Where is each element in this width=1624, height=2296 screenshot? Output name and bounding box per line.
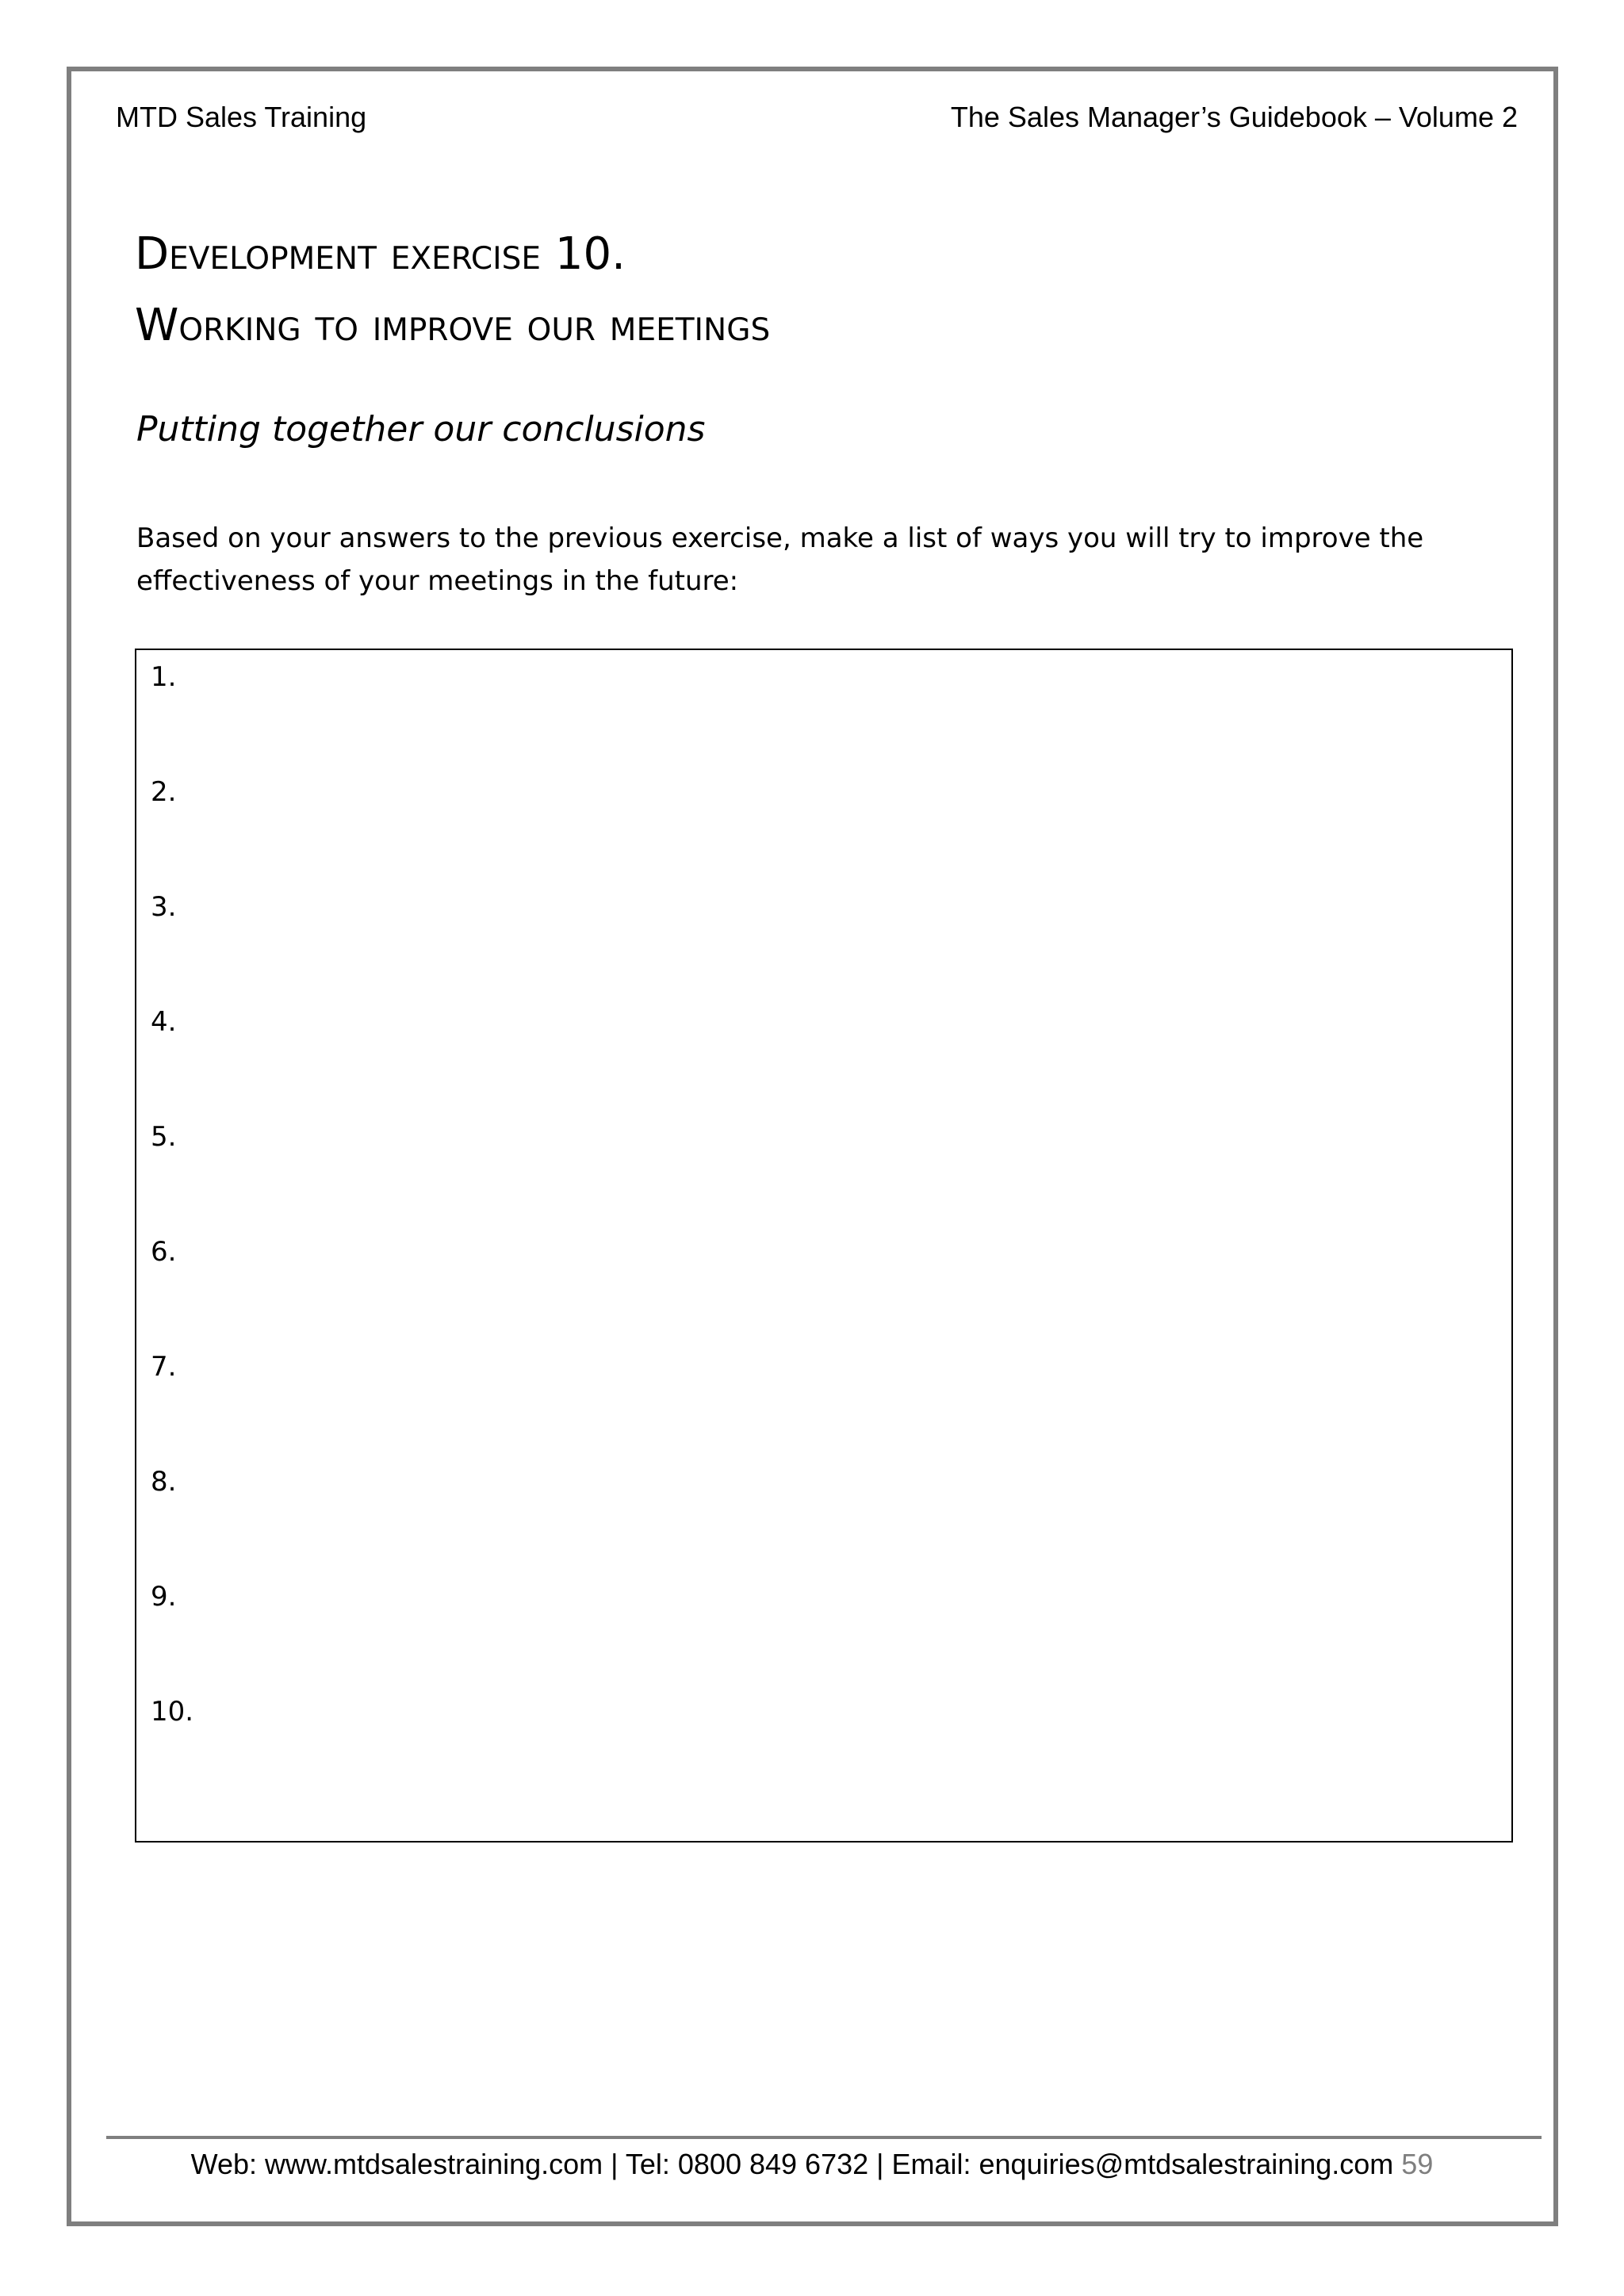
answer-item-8: 8. [151, 1466, 177, 1498]
answer-item-5: 5. [151, 1121, 177, 1153]
page-number: 59 [1401, 2148, 1434, 2180]
footer-divider [106, 2136, 1542, 2139]
title-line-1: Development exercise 10. [135, 228, 626, 280]
header-company: MTD Sales Training [116, 101, 367, 133]
answer-item-4: 4. [151, 1006, 177, 1038]
answer-item-1: 1. [151, 661, 177, 693]
answer-box[interactable] [135, 649, 1513, 1843]
answer-item-2: 2. [151, 776, 177, 808]
header-book-title: The Sales Manager’s Guidebook – Volume 2 [950, 101, 1518, 133]
answer-item-7: 7. [151, 1351, 177, 1383]
answer-item-3: 3. [151, 891, 177, 923]
answer-item-6: 6. [151, 1236, 177, 1268]
answer-item-10: 10. [151, 1696, 194, 1728]
page-title [135, 219, 770, 362]
footer [0, 2147, 1624, 2182]
section-subtitle: Putting together our conclusions [136, 409, 706, 450]
title-line-2: Working to improve our meetings [135, 300, 771, 351]
answer-item-9: 9. [151, 1581, 177, 1613]
instructions-paragraph: Based on your answers to the previous exercise, make a list of ways you will try to improve the effectiveness of your meetings in the future: [136, 522, 1424, 597]
footer-contact: Web: www.mtdsalestraining.com | Tel: 0800 849 6732 | Email: enquiries@mtdsalestraining.com [190, 2148, 1394, 2180]
